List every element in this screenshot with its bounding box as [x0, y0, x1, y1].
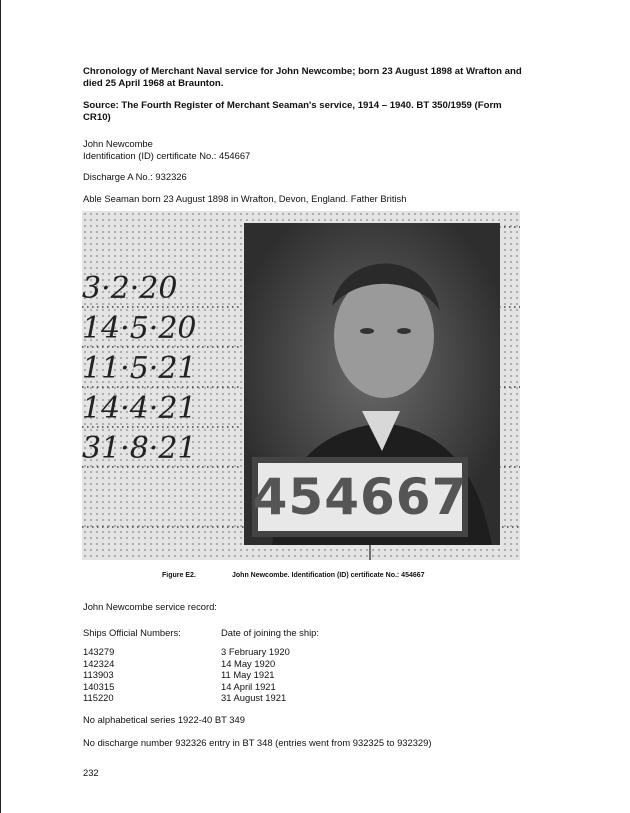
photo-date-2: 14·5·20: [82, 311, 197, 346]
photo-date-3: 11·5·21: [82, 351, 197, 386]
note-alphabetical-series: No alphabetical series 1922-40 BT 349: [83, 714, 245, 725]
source-line: Source: The Fourth Register of Merchant Seaman's service, 1914 – 1940. BT 350/1959 (Form CR10): [83, 100, 502, 123]
record-heading: John Newcombe service record:: [83, 601, 217, 612]
id-certificate: Identification (ID) certificate No.: 454667: [83, 149, 251, 161]
join-date: 14 May 1920: [221, 657, 276, 669]
discharge-number: Discharge A No.: 932326: [83, 171, 187, 182]
ship-number: 115220: [83, 692, 114, 703]
record-rows: [83, 646, 528, 704]
ship-numbers-header: Ships Official Numbers:: [83, 626, 181, 638]
record-headers: [83, 627, 528, 639]
page-edge: [0, 0, 1, 813]
join-date: 14 April 1921: [221, 680, 276, 692]
birth-line: Able Seaman born 23 August 1898 in Wrafton, Devon, England. Father British: [83, 192, 407, 204]
photo-date-5: 31·8·21: [82, 431, 197, 466]
ship-number: 113903: [83, 669, 114, 680]
join-dates-header: Date of joining the ship:: [221, 626, 319, 638]
ship-number: 142324: [83, 657, 115, 669]
photo-date-1: 3·2·20: [82, 271, 178, 306]
header-text: [83, 66, 528, 204]
id-plate-number: 454667: [252, 468, 468, 526]
note-discharge-entry: No discharge number 932326 entry in BT 348 (entries went from 932325 to 932329): [83, 737, 432, 748]
id-plate: [252, 457, 468, 537]
ship-number: 140315: [83, 680, 115, 692]
person-name: John Newcombe: [83, 138, 153, 149]
join-date: 11 May 1921: [221, 669, 275, 680]
photo-date-4: 14·4·21: [82, 391, 197, 426]
page-number: 232: [83, 767, 99, 778]
id-certificate-photo: [82, 211, 520, 560]
ship-number: 143279: [83, 646, 115, 657]
join-date: 31 August 1921: [221, 692, 287, 703]
figure-caption: John Newcombe. Identification (ID) certificate No.: 454667: [232, 572, 425, 579]
page-title: Chronology of Merchant Naval service for John Newcombe; born 23 August 1898 at Wrafton and died 25 April 1968 at Braunton.: [83, 66, 522, 89]
figure-label: Figure E2.: [162, 572, 196, 579]
join-date: 3 February 1920: [221, 646, 290, 657]
service-record: [83, 601, 528, 704]
